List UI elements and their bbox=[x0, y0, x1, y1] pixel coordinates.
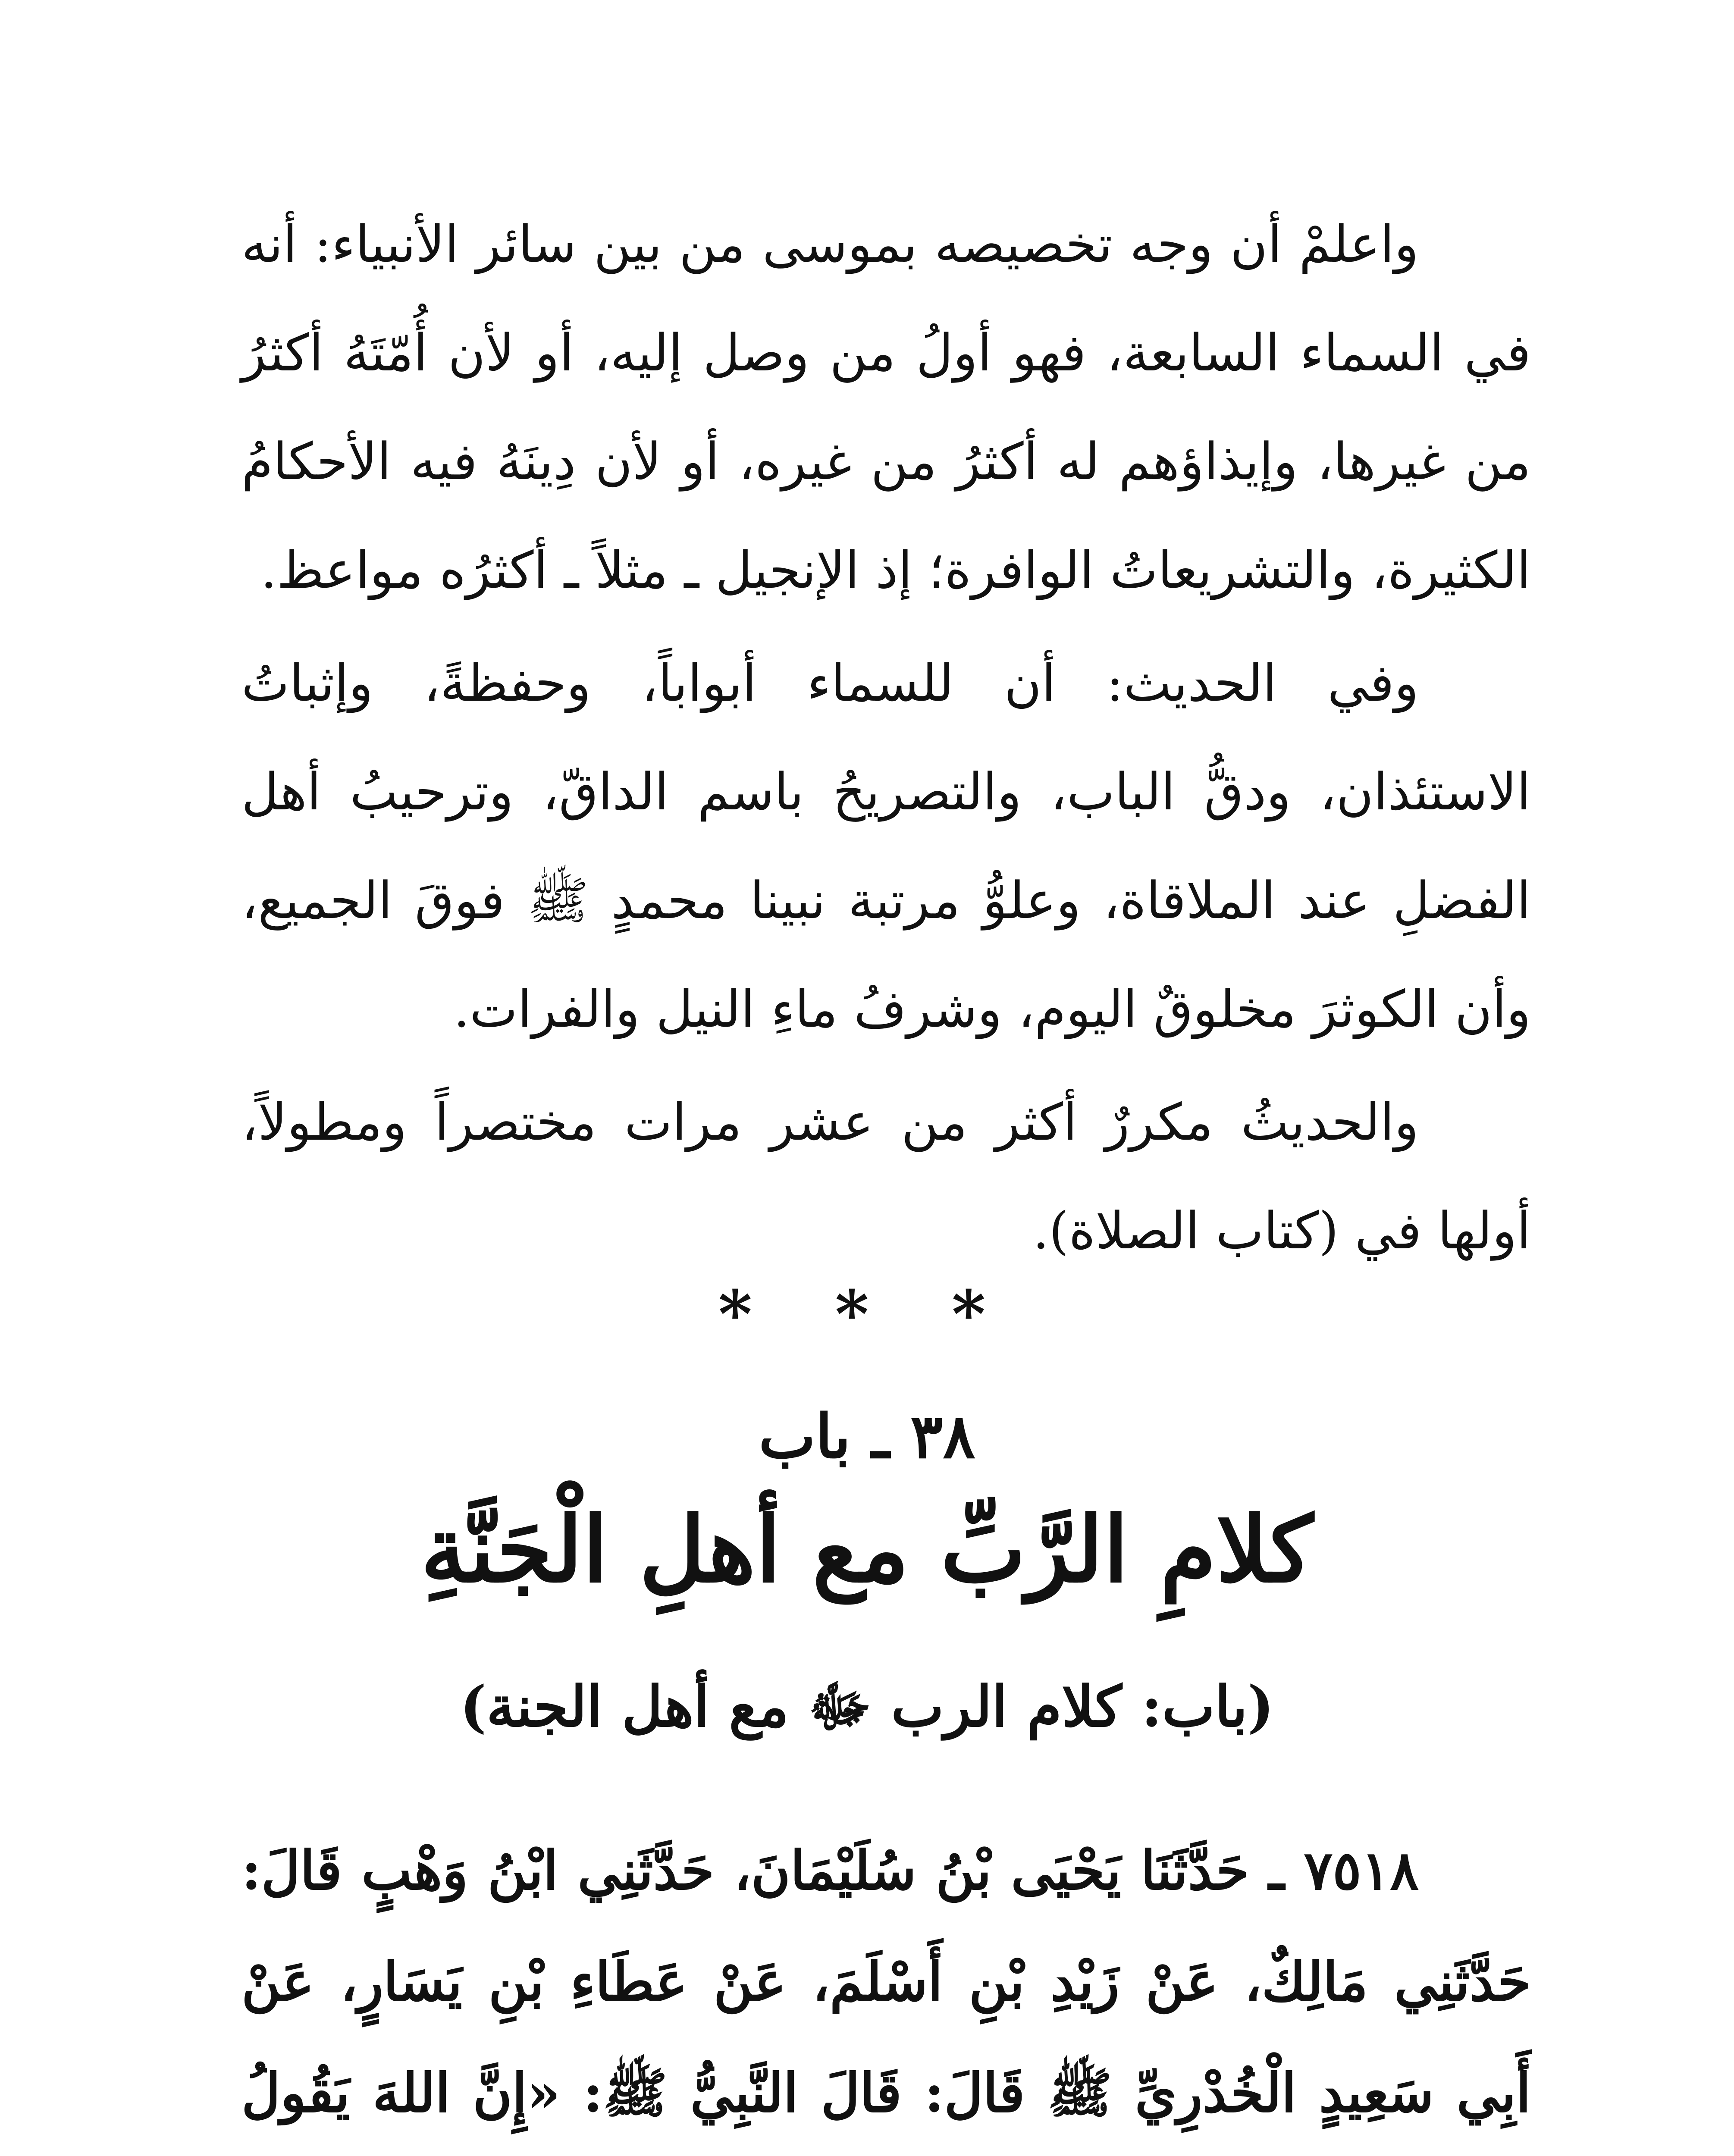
paragraph-repetition-note: والحديثُ مكررٌ أكثر من عشر مرات مختصراً ومطولاً، أولها في (كتاب الصلاة). bbox=[241, 1092, 1531, 1260]
hadith-section bbox=[241, 1815, 1531, 2156]
hadith-text: ٧٥١٨ ـ حَدَّثَنَا يَحْيَى بْنُ سُلَيْمَانَ، حَدَّثَنِي ابْنُ وَهْبٍ قَالَ: حَدَّثَنِي مَالِكٌ، عَنْ زَيْدِ بْنِ أَسْلَمَ، عَنْ عَطَاءِ بْنِ يَسَارٍ، عَنْ أَبِي سَعِيدٍ الْخُدْرِيِّ ﷺ قَالَ: قَالَ النَّبِيُّ ﷺ: «إِنَّ اللهَ يَقُولُ bbox=[241, 1839, 1531, 2125]
paragraph-hadith-benefits: وفي الحديث: أن للسماء أبواباً، وحفظةً، وإثباتُ الاستئذان، ودقُّ الباب، والتصريحُ باسم الداقّ، وترحيبُ أهل الفضلِ عند الملاقاة، وعلوُّ مرتبة نبينا محمدٍ ﷺ فوقَ الجميع، وأن الكوثرَ مخلوقٌ اليوم، وشرفُ ماءِ النيل والفرات. bbox=[241, 653, 1531, 1039]
chapter-subtitle: (باب: كلام الرب ﷻ مع أهل الجنة) bbox=[460, 1673, 1274, 1739]
chapter-title: كلامِ الرَّبِّ مع أهلِ الْجَنَّةِ bbox=[420, 1496, 1314, 1603]
commentary-section bbox=[241, 190, 1531, 1285]
section-separator: * * * bbox=[718, 1276, 1016, 1352]
chapter-number: ٣٨ ـ باب bbox=[759, 1401, 975, 1472]
paragraph-moses-explanation: واعلمْ أن وجه تخصيصه بموسى من بين سائر الأنبياء: أنه في السماء السابعة، فهو أولُ من وصل إليه، أو لأن أُمّتَهُ أكثرُ من غيرها، وإيذاؤهم له أكثرُ من غيره، أو لأن دِينَهُ فيه الأحكامُ الكثيرة، والتشريعاتُ الوافرة؛ إذ الإنجيل ـ مثلاً ـ أكثرُه مواعظ. bbox=[241, 214, 1531, 600]
